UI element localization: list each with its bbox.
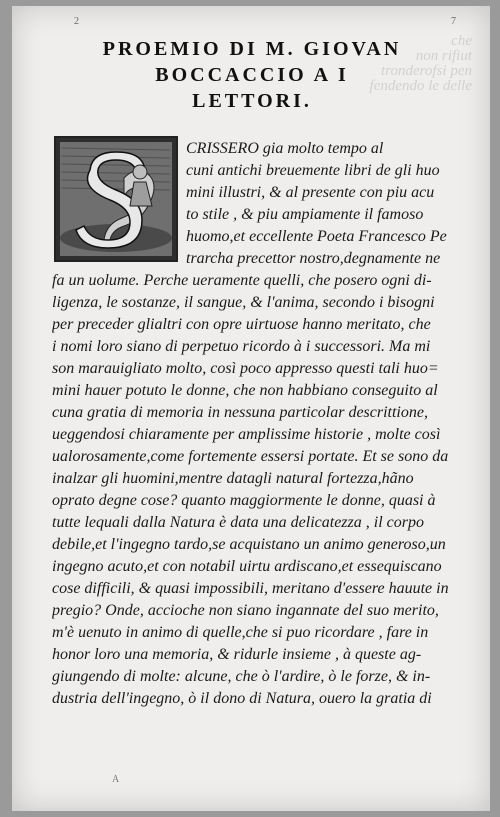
folio-left: 2	[74, 16, 79, 27]
text-line: inalzar gli huomini,mentre datagli natural fortezza,hãno	[52, 470, 414, 487]
text-line: ligenza, le sostanze, il sangue, & l'anima, secondo i bisogni	[52, 294, 435, 311]
text-line: giungendo di molte: alcune, che ò l'ardire, ò le forze, & in-	[52, 668, 431, 685]
text-line: son marauigliato molto, così poco appresso questi tali huo=	[52, 360, 439, 377]
text-line: pregio? Onde, accioche non siano ingannate del suo merito,	[52, 602, 439, 619]
page-title	[52, 36, 452, 114]
text-line: tutte lequali dalla Natura è data una delicatezza , il corpo	[52, 514, 424, 531]
bleed-line: che	[451, 33, 472, 49]
text-line: oprato degne cose? quanto maggiormente le donne, quasi à	[52, 492, 436, 509]
text-line: cuna gratia di memoria in nessuna particolar descrittione,	[52, 404, 428, 421]
title-line: PROEMIO DI M. GIOVAN	[102, 38, 402, 60]
text-line: per preceder glialtri con opre uirtuose hanno meritato, che	[52, 316, 431, 333]
text-line: ueggendosi chiaramente per amplissime historie , molte così	[52, 426, 441, 443]
text-line: dustria dell'ingegno, ò il dono di Natura, ouero la gratia di	[52, 690, 432, 707]
text-line: CRISSERO gia molto tempo al	[186, 140, 384, 157]
text-line: debile,et l'ingegno tardo,se acquistano un animo generoso,un	[52, 536, 446, 553]
text-line: cuni antichi breuemente libri de gli huo	[186, 162, 440, 179]
text-line: ualorosamente,come fortemente essersi portate. Et se sono da	[52, 448, 449, 465]
text-line: mini illustri, & al presente con piu acu	[186, 184, 435, 201]
text-line: honor loro una memoria, & ridurle insieme , à queste ag-	[52, 646, 422, 663]
text-line: mini hauer potuto le donne, che non habbiano conseguito al	[52, 382, 438, 399]
signature-mark: A	[112, 774, 120, 785]
text-line: to stile , & piu ampiamente il famoso	[186, 206, 424, 223]
folio-right: 7	[451, 16, 456, 27]
text-line: i nomi loro siano di perpetuo ricordo à i successori. Ma mi	[52, 338, 431, 355]
text-line: ingegno acuto,et con notabil uirtu ardiscano,et essequiscano	[52, 558, 442, 575]
text-line: cose difficili, & quasi impossibili, meritano d'essere hauute in	[52, 580, 449, 597]
title-line: BOCCACCIO A I	[155, 64, 349, 86]
bleed-line: fendendo le delle	[369, 78, 472, 94]
book-page	[12, 6, 490, 811]
bleed-line: non rifiut	[415, 48, 472, 64]
text-line: trarcha precettor nostro,degnamente ne	[186, 250, 441, 267]
body-text	[52, 138, 470, 710]
bleed-line: tronderofsi pen	[381, 63, 472, 79]
text-line: m'è uenuto in animo di quelle,che si puo ricordare , fare in	[52, 624, 429, 641]
text-line: fa un uolume. Perche ueramente quelli, che posero ogni di-	[52, 272, 432, 289]
title-line: LETTORI.	[192, 90, 312, 112]
text-line: huomo,et eccellente Poeta Francesco Pe	[186, 228, 447, 245]
